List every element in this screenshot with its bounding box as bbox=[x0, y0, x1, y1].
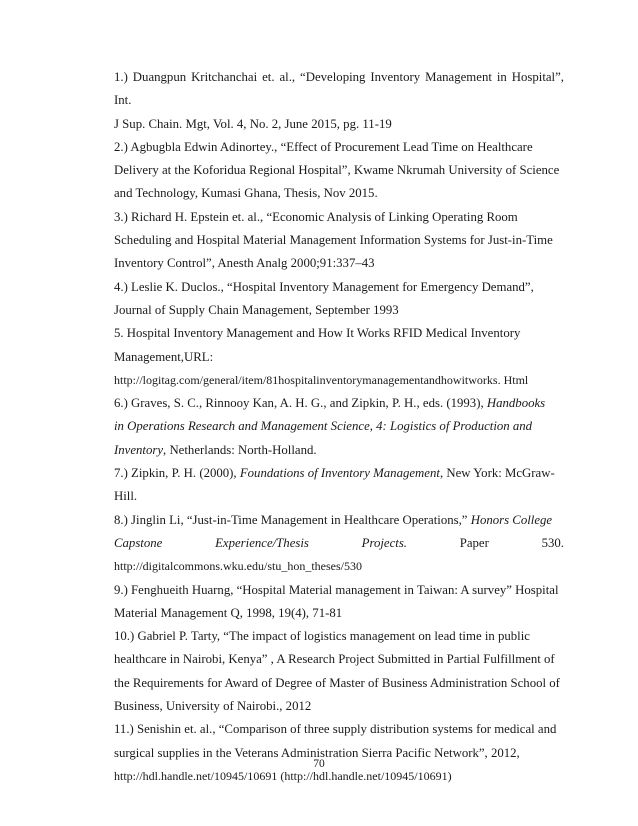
reference-line: 3.) Richard H. Epstein et. al., “Economic Analysis of Linking Operating Room bbox=[114, 209, 518, 224]
reference-entry-2 bbox=[114, 136, 564, 206]
reference-url: http://hdl.handle.net/10945/10691 (http://hdl.handle.net/10945/10691) bbox=[114, 768, 452, 783]
reference-line: surgical supplies in the Veterans Administration Sierra Pacific Network”, 2012, bbox=[114, 745, 520, 760]
reference-title-italic: Inventory bbox=[114, 442, 164, 457]
reference-line: 4.) Leslie K. Duclos., “Hospital Inventory Management for Emergency Demand”, bbox=[114, 279, 534, 294]
reference-title-italic: Foundations of Inventory Management bbox=[239, 466, 440, 481]
reference-word: Projects. bbox=[361, 535, 407, 550]
reference-line bbox=[114, 415, 564, 438]
reference-line: Journal of Supply Chain Management, September 1993 bbox=[114, 302, 399, 317]
reference-word: 530. bbox=[541, 535, 564, 550]
reference-title-italic: Handbooks bbox=[486, 396, 546, 411]
reference-title-italic: in Operations Research and Management Science, 4: Logistics of Production and bbox=[114, 419, 533, 434]
reference-title-italic: Honors College bbox=[470, 512, 553, 527]
reference-list bbox=[114, 66, 564, 788]
reference-entry-1 bbox=[114, 66, 564, 136]
reference-line: 1.) Duangpun Kritchanchai et. al., “Developing Inventory Management in Hospital”, Int. bbox=[114, 70, 564, 108]
reference-line bbox=[114, 532, 564, 555]
reference-line: Hill. bbox=[114, 489, 138, 504]
reference-word: Capstone bbox=[114, 535, 163, 550]
reference-line: 9.) Fenghueith Huarng, “Hospital Material management in Taiwan: A survey” Hospital bbox=[114, 582, 559, 597]
page-number: 70 bbox=[313, 758, 325, 770]
reference-entry-6 bbox=[114, 392, 564, 462]
reference-line: 5. Hospital Inventory Management and How It Works RFID Medical Inventory bbox=[114, 326, 521, 341]
reference-line: Material Management Q, 1998, 19(4), 71-81 bbox=[114, 605, 343, 620]
reference-url: http://digitalcommons.wku.edu/stu_hon_theses/530 bbox=[114, 559, 362, 574]
reference-word: Experience/Thesis bbox=[215, 535, 309, 550]
reference-line: 11.) Senishin et. al., “Comparison of three supply distribution systems for medical and bbox=[114, 722, 557, 737]
reference-line: Inventory Control”, Anesth Analg 2000;91:337–43 bbox=[114, 256, 375, 271]
reference-entry-9 bbox=[114, 579, 564, 626]
reference-line: Scheduling and Hospital Material Management Information Systems for Just-in-Time bbox=[114, 233, 553, 248]
reference-text: 8.) Jinglin Li, “Just-in-Time Management in Healthcare Operations,” bbox=[114, 512, 471, 527]
reference-word: Paper bbox=[459, 535, 489, 550]
reference-text: 6.) Graves, S. C., Rinnooy Kan, A. H. G., and Zipkin, P. H., eds. (1993), bbox=[114, 396, 487, 411]
reference-text: , Netherlands: North-Holland. bbox=[163, 442, 317, 457]
reference-entry-8 bbox=[114, 509, 564, 579]
reference-entry-3 bbox=[114, 206, 564, 276]
reference-line: Business, University of Nairobi., 2012 bbox=[114, 699, 312, 714]
reference-entry-10 bbox=[114, 625, 564, 718]
reference-url: http://logitag.com/general/item/81hospitalinventorymanagementandhowitworks. Html bbox=[114, 372, 529, 387]
reference-entry-11 bbox=[114, 718, 564, 788]
reference-line: Delivery at the Koforidua Regional Hospital”, Kwame Nkrumah University of Science bbox=[114, 163, 560, 178]
reference-line: healthcare in Nairobi, Kenya” , A Research Project Submitted in Partial Fulfillment of bbox=[114, 652, 555, 667]
reference-line: 10.) Gabriel P. Tarty, “The impact of logistics management on lead time in public bbox=[114, 629, 530, 644]
reference-text: 7.) Zipkin, P. H. (2000), bbox=[114, 466, 240, 481]
reference-line: the Requirements for Award of Degree of Master of Business Administration School of bbox=[114, 675, 560, 690]
reference-entry-7 bbox=[114, 462, 564, 509]
reference-entry-4 bbox=[114, 276, 564, 323]
reference-line: Management,URL: bbox=[114, 349, 214, 364]
reference-line: 2.) Agbugbla Edwin Adinortey., “Effect of Procurement Lead Time on Healthcare bbox=[114, 139, 533, 154]
reference-line: and Technology, Kumasi Ghana, Thesis, Nov 2015. bbox=[114, 186, 378, 201]
reference-text: , New York: McGraw- bbox=[439, 466, 555, 481]
reference-line bbox=[114, 462, 564, 485]
reference-line bbox=[114, 439, 564, 462]
reference-line: J Sup. Chain. Mgt, Vol. 4, No. 2, June 2015, pg. 11-19 bbox=[114, 116, 392, 131]
reference-line bbox=[114, 509, 564, 532]
reference-entry-5 bbox=[114, 322, 564, 392]
reference-line bbox=[114, 392, 564, 415]
